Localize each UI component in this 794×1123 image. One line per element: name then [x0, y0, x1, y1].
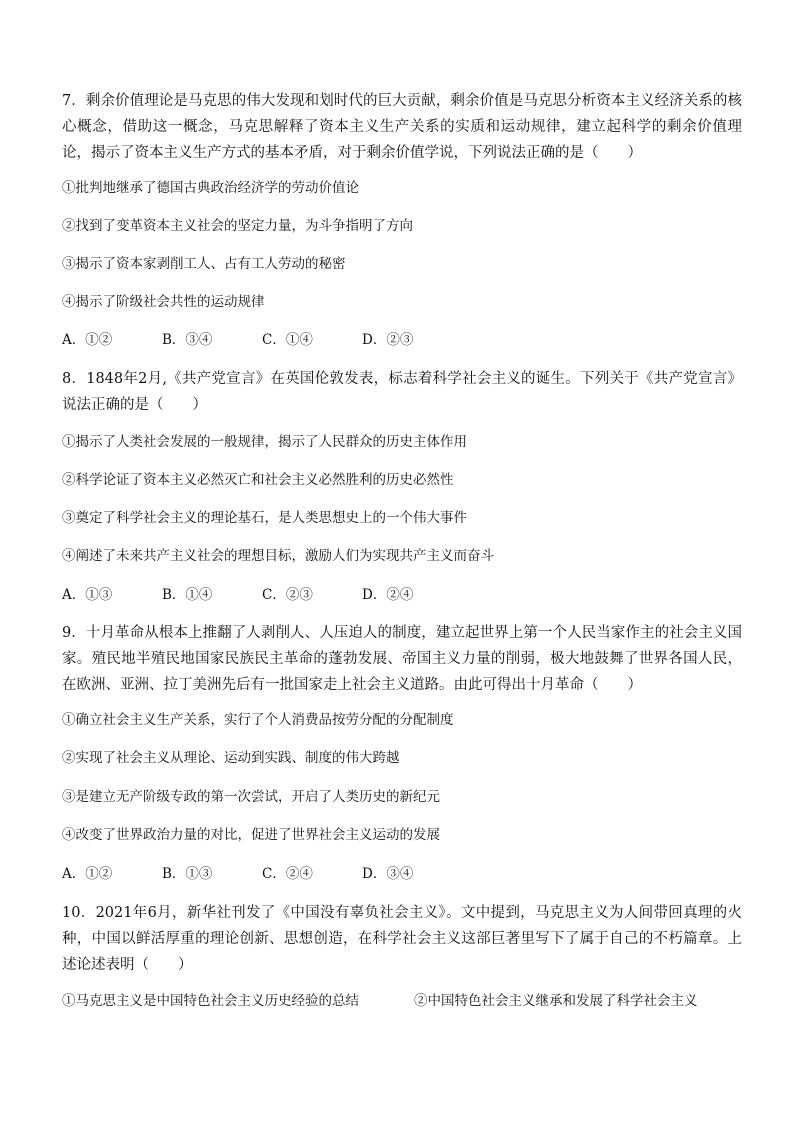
choice-d: D．②③	[362, 332, 414, 348]
question-7-option-2: ②找到了变革资本主义社会的坚定力量，为斗争指明了方向	[62, 218, 413, 234]
question-7-option-1: ①批判地继承了德国古典政治经济学的劳动价值论	[62, 180, 359, 196]
choice-d: D．③④	[362, 866, 414, 882]
question-7-choices	[62, 330, 462, 350]
choice-c: C．②③	[262, 587, 313, 603]
question-8-stem: 8．1848年2月,《共产党宣言》在英国伦敦发表，标志着科学社会主义的诞生。下列关于《共产党宣言》说法正确的是（ ）	[62, 371, 742, 413]
question-8-option-4: ④阐述了未来共产主义社会的理想目标，激励人们为实现共产主义而奋斗	[62, 548, 494, 564]
question-10-option-1: ①马克思主义是中国特色社会主义历史经验的总结	[62, 993, 359, 1009]
question-9-option-1: ①确立社会主义生产关系，实行了个人消费品按劳分配的分配制度	[62, 712, 454, 728]
question-8-choices	[62, 585, 462, 605]
choice-a: A．①②	[62, 332, 113, 348]
question-10-stem: 10．2021年6月，新华社刊发了《中国没有辜负社会主义》。文中提到，马克思主义为人间带回真理的火种，中国以鲜活厚重的理论创新、思想创造，在科学社会主义这部巨著里写下了属于自己的不朽篇章。上述论述表明（ ）	[62, 905, 742, 973]
question-9-option-4: ④改变了世界政治力量的对比，促进了世界社会主义运动的发展	[62, 827, 440, 843]
question-8-option-2: ②科学论证了资本主义必然灭亡和社会主义必然胜利的历史必然性	[62, 472, 454, 488]
choice-a: A．①②	[62, 866, 113, 882]
choice-c: C．①④	[262, 332, 313, 348]
choice-c: C．②④	[262, 866, 313, 882]
question-9-choices	[62, 864, 462, 884]
question-10-option-2: ②中国特色社会主义继承和发展了科学社会主义	[414, 993, 698, 1009]
question-7-option-3: ③揭示了资本家剥削工人、占有工人劳动的秘密	[62, 256, 346, 272]
choice-d: D．②④	[362, 587, 414, 603]
choice-b: B．③④	[162, 332, 213, 348]
choice-a: A．①③	[62, 587, 113, 603]
question-9-stem: 9．十月革命从根本上推翻了人剥削人、人压迫人的制度，建立起世界上第一个人民当家作主的社会主义国家。殖民地半殖民地国家民族民主革命的蓬勃发展、帝国主义力量的削弱，极大地鼓舞了世界各国人民，在欧洲、亚洲、拉丁美洲先后有一批国家走上社会主义道路。由此可得出十月革命（ ）	[62, 625, 742, 693]
question-8-option-3: ③奠定了科学社会主义的理论基石，是人类思想史上的一个伟大事件	[62, 510, 467, 526]
choice-b: B．①③	[162, 866, 213, 882]
choice-b: B．①④	[162, 587, 213, 603]
question-7-option-4: ④揭示了阶级社会共性的运动规律	[62, 294, 265, 310]
question-8-option-1: ①揭示了人类社会发展的一般规律，揭示了人民群众的历史主体作用	[62, 434, 467, 450]
question-9-option-2: ②实现了社会主义从理论、运动到实践、制度的伟大跨越	[62, 750, 400, 766]
question-7-stem: 7．剩余价值理论是马克思的伟大发现和划时代的巨大贡献，剩余价值是马克思分析资本主义经济关系的核心概念，借助这一概念，马克思解释了资本主义生产关系的实质和运动规律，建立起科学的剩余价值理论，揭示了资本主义生产方式的基本矛盾，对于剩余价值学说，下列说法正确的是（ ）	[62, 93, 742, 161]
question-9-option-3: ③是建立无产阶级专政的第一次尝试，开启了人类历史的新纪元	[62, 789, 440, 805]
